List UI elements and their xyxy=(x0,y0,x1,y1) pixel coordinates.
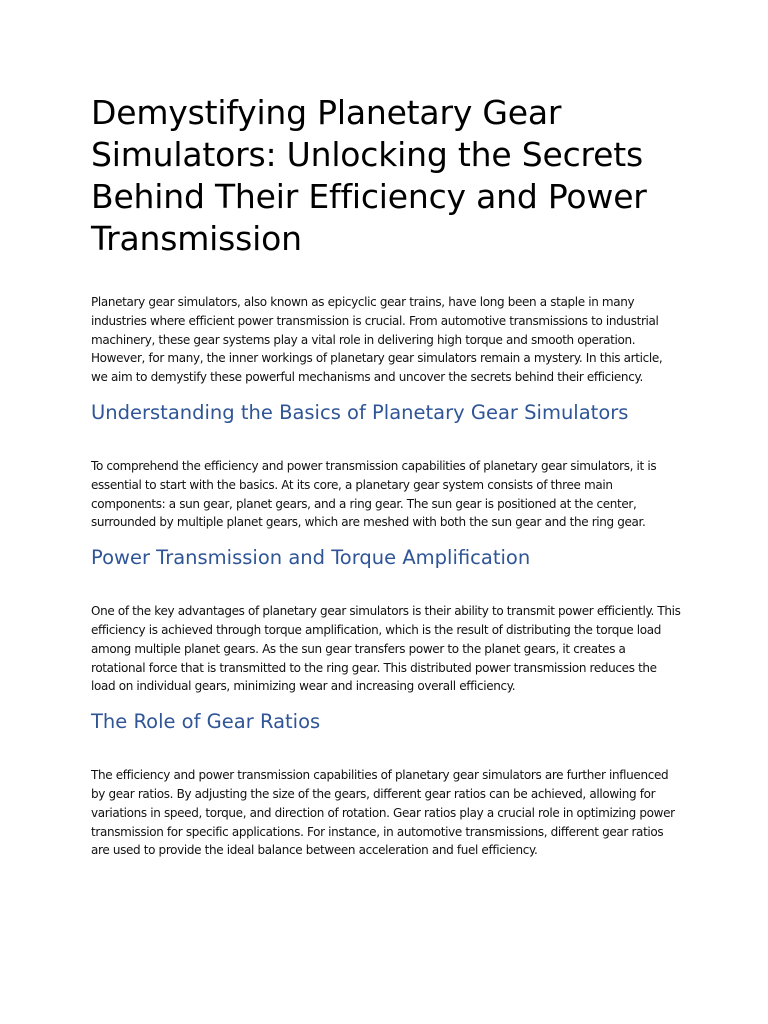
section-body-power-transmission: One of the key advantages of planetary gear simulators is their ability to transmit power efficiently. This efficiency is achieved through torque amplification, which is the result of distributing the torque load among multiple planet gears. As the sun gear transfers power to the planet gears, it creates a rotational force that is transmitted to the ring gear. This distributed power transmission reduces the load on individual gears, minimizing wear and increasing overall efficiency. xyxy=(91,604,681,694)
document-content xyxy=(91,92,681,860)
section-body-gear-ratios: The efficiency and power transmission capabilities of planetary gear simulators are further influenced by gear ratios. By adjusting the size of the gears, different gear ratios can be achieved, allowing for variations in speed, torque, and direction of rotation. Gear ratios play a crucial role in optimizing power transmission for specific applications. For instance, in automotive transmissions, different gear ratios are used to provide the ideal balance between acceleration and fuel efficiency. xyxy=(91,768,675,858)
intro-paragraph: Planetary gear simulators, also known as epicyclic gear trains, have long been a staple in many industries where efficient power transmission is crucial. From automotive transmissions to industrial machinery, these gear systems play a vital role in delivering high torque and smooth operation. However, for many, the inner workings of planetary gear simulators remain a mystery. In this article, we aim to demystify these powerful mechanisms and uncover the secrets behind their efficiency. xyxy=(91,295,663,385)
section-body-basics: To comprehend the efficiency and power transmission capabilities of planetary gear simulators, it is essential to start with the basics. At its core, a planetary gear system consists of three main components: a sun gear, planet gears, and a ring gear. The sun gear is positioned at the center, surrounded by multiple planet gears, which are meshed with both the sun gear and the ring gear. xyxy=(91,458,657,530)
section-heading-power-transmission: Power Transmission and Torque Amplification xyxy=(91,546,531,570)
section-heading-basics: Understanding the Basics of Planetary Gear Simulators xyxy=(91,400,629,424)
section-heading-gear-ratios: The Role of Gear Ratios xyxy=(91,710,321,734)
document-title: Demystifying Planetary Gear Simulators: Unlocking the Secrets Behind Their Efficiency and Power Transmission xyxy=(91,93,647,258)
